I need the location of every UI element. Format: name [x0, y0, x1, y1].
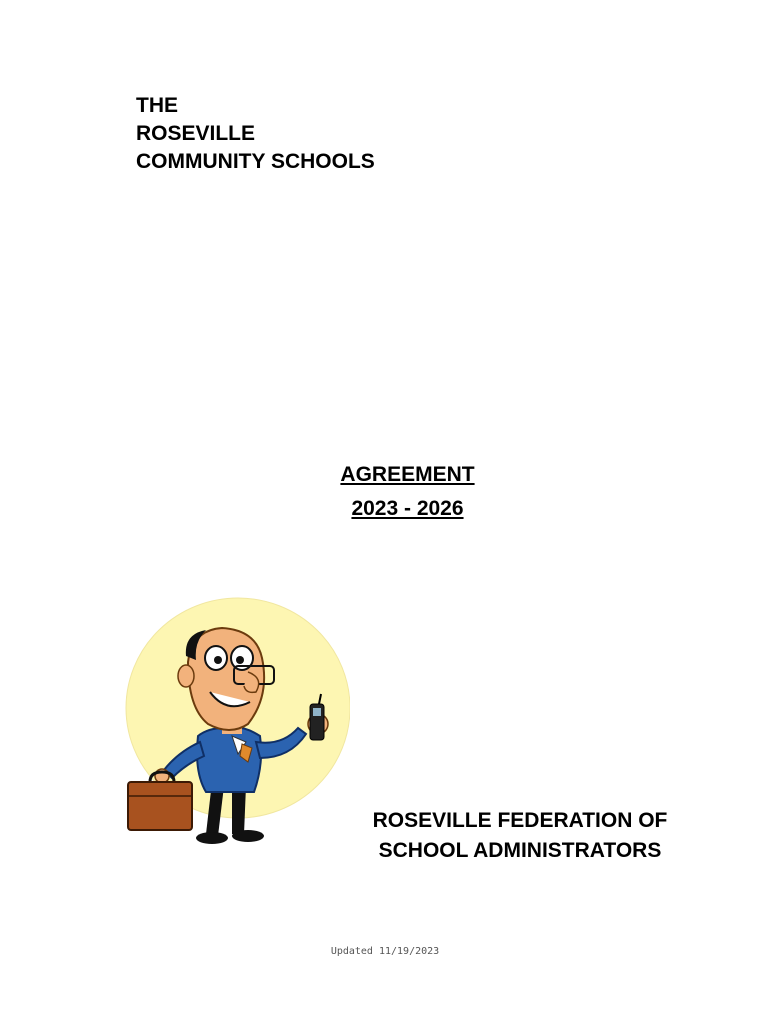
businessman-illustration	[114, 596, 350, 858]
left-shoe	[196, 832, 228, 844]
federation-name	[330, 806, 710, 866]
right-shoe	[232, 830, 264, 842]
ear	[178, 665, 194, 687]
title-line-the: THE	[136, 94, 178, 117]
agreement-years: 2023 - 2026	[351, 497, 464, 520]
title-line-community-schools: COMMUNITY SCHOOLS	[136, 150, 375, 173]
briefcase	[128, 782, 192, 830]
federation-line-2: SCHOOL ADMINISTRATORS	[378, 839, 662, 862]
federation-line-1: ROSEVILLE FEDERATION OF	[372, 809, 668, 832]
agreement-heading	[300, 458, 515, 526]
district-title	[136, 92, 375, 176]
agreement-title: AGREEMENT	[340, 463, 475, 486]
title-line-roseville: ROSEVILLE	[136, 122, 256, 145]
suit-jacket	[197, 727, 261, 792]
updated-date: Updated 11/19/2023	[330, 946, 440, 957]
